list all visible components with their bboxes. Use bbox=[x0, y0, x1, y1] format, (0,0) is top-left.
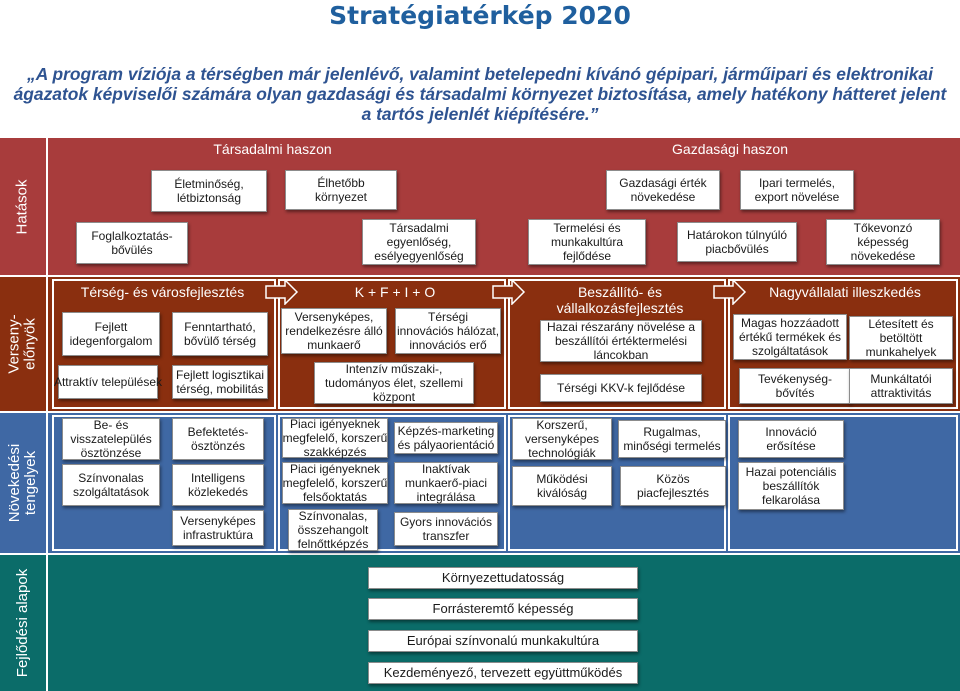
impact-box: Foglalkoztatás- bővülés bbox=[76, 222, 188, 264]
social-benefit-header: Társadalmi haszon bbox=[213, 141, 332, 157]
growth-box: Képzés-marketing és pályaorientáció bbox=[394, 422, 498, 454]
foundation-bar: Forrásteremtő képesség bbox=[368, 598, 638, 620]
right-arrow-icon bbox=[265, 279, 299, 305]
right-arrow-icon bbox=[492, 279, 526, 305]
competitive-box: Térségi innovációs hálózat, innovációs erő bbox=[396, 310, 500, 352]
impact-box: Termelési és munkakultúra fejlődése bbox=[528, 219, 646, 265]
competitive-box: Intenzív műszaki-, tudományos élet, szellemi központ bbox=[314, 362, 474, 404]
page-title: Stratégiatérkép 2020 bbox=[329, 1, 631, 30]
row-label-growth-text: Növekedési tengelyek bbox=[6, 443, 40, 523]
competitive-box: Attraktív települések bbox=[58, 365, 158, 399]
foundation-bar: Kezdeményező, tervezett együttműködés bbox=[368, 662, 638, 684]
foundation-bar: Környezettudatosság bbox=[368, 567, 638, 589]
economic-benefit-header: Gazdasági haszon bbox=[672, 141, 788, 157]
competitive-box: Fenntartható, bővülő térség bbox=[172, 312, 268, 356]
growth-box: Inaktívak munkaerő-piaci integrálása bbox=[394, 462, 498, 504]
competitive-box: Tevékenység- bővítés bbox=[739, 368, 851, 404]
impact-box: Életminőség, létbiztonság bbox=[151, 170, 267, 212]
growth-box: Színvonalas szolgáltatások bbox=[62, 464, 160, 506]
competitive-box: Térségi KKV-k fejlődése bbox=[540, 374, 702, 402]
impact-box: Tőkevonzó képesség növekedése bbox=[826, 219, 940, 265]
competitive-box: Létesített és betöltött munkahelyek bbox=[849, 316, 953, 360]
growth-box: Be- és visszatelepülés ösztönzése bbox=[62, 418, 160, 460]
impact-box: Határokon túlnyúló piacbővülés bbox=[677, 222, 797, 262]
row-label-impacts-text: Hatások bbox=[14, 178, 31, 235]
competitive-box: Fejlett idegenforgalom bbox=[62, 312, 160, 356]
row-label-competitive-text: Verseny- előnyök bbox=[6, 314, 40, 374]
growth-box: Befektetés- ösztönzés bbox=[172, 418, 264, 460]
competitive-header: Beszállító- és vállalkozásfejlesztés bbox=[556, 284, 684, 316]
row-label-competitive bbox=[0, 277, 46, 411]
growth-box: Hazai potenciális beszállítók felkarolása bbox=[738, 462, 844, 510]
growth-box: Innováció erősítése bbox=[738, 420, 844, 458]
impact-box: Élhetőbb környezet bbox=[285, 170, 397, 210]
row-label-growth bbox=[0, 413, 46, 553]
growth-box: Versenyképes infrastruktúra bbox=[172, 510, 264, 546]
foundation-bar: Európai színvonalú munkakultúra bbox=[368, 630, 638, 652]
competitive-box: Munkáltatói attraktivitás bbox=[849, 368, 953, 404]
competitive-box: Versenyképes, rendelkezésre álló munkaerő bbox=[281, 308, 387, 354]
competitive-header: Térség- és városfejlesztés bbox=[80, 284, 245, 300]
row-label-foundations-text: Fejlődési alapok bbox=[14, 568, 31, 678]
competitive-box: Fejlett logisztikai térség, mobilitás bbox=[172, 365, 268, 399]
growth-box: Piaci igényeknek megfelelő, korszerű felsőoktatás bbox=[282, 462, 388, 504]
growth-box: Működési kiválóság bbox=[512, 466, 612, 506]
impact-box: Társadalmi egyenlőség, esélyegyenlőség bbox=[362, 219, 476, 265]
growth-box: Rugalmas, minőségi termelés bbox=[618, 420, 726, 458]
impact-box: Ipari termelés, export növelése bbox=[740, 170, 854, 210]
row-label-foundations bbox=[0, 555, 46, 691]
vision-statement: „A program víziója a térségben már jelenlévő, valamint betelepedni kívánó gépipari, járműipari és elektronikai ágazatok képviselői számára olyan gazdasági és társadalmi környezet biztosítása, amely hatékony hátteret jelent a tartós jelenlét kiépítésére.” bbox=[13, 64, 947, 124]
growth-box: Gyors innovációs transzfer bbox=[394, 512, 498, 546]
impact-box: Gazdasági érték növekedése bbox=[606, 170, 720, 210]
growth-box: Közös piacfejlesztés bbox=[620, 466, 726, 506]
growth-box: Intelligens közlekedés bbox=[172, 464, 264, 506]
competitive-box: Magas hozzáadott értékű termékek és szolgáltatások bbox=[733, 314, 847, 360]
growth-box: Piaci igényeknek megfelelő, korszerű szakképzés bbox=[282, 417, 388, 459]
competitive-header: K + F + I + O bbox=[354, 284, 436, 300]
growth-box: Színvonalas, összehangolt felnőttképzés bbox=[288, 509, 378, 551]
growth-box: Korszerű, versenyképes technológiák bbox=[512, 418, 612, 460]
competitive-box: Hazai részarány növelése a beszállítói értéktermelési láncokban bbox=[540, 320, 702, 362]
row-label-impacts bbox=[0, 138, 46, 275]
competitive-header: Nagyvállalati illeszkedés bbox=[769, 284, 921, 300]
